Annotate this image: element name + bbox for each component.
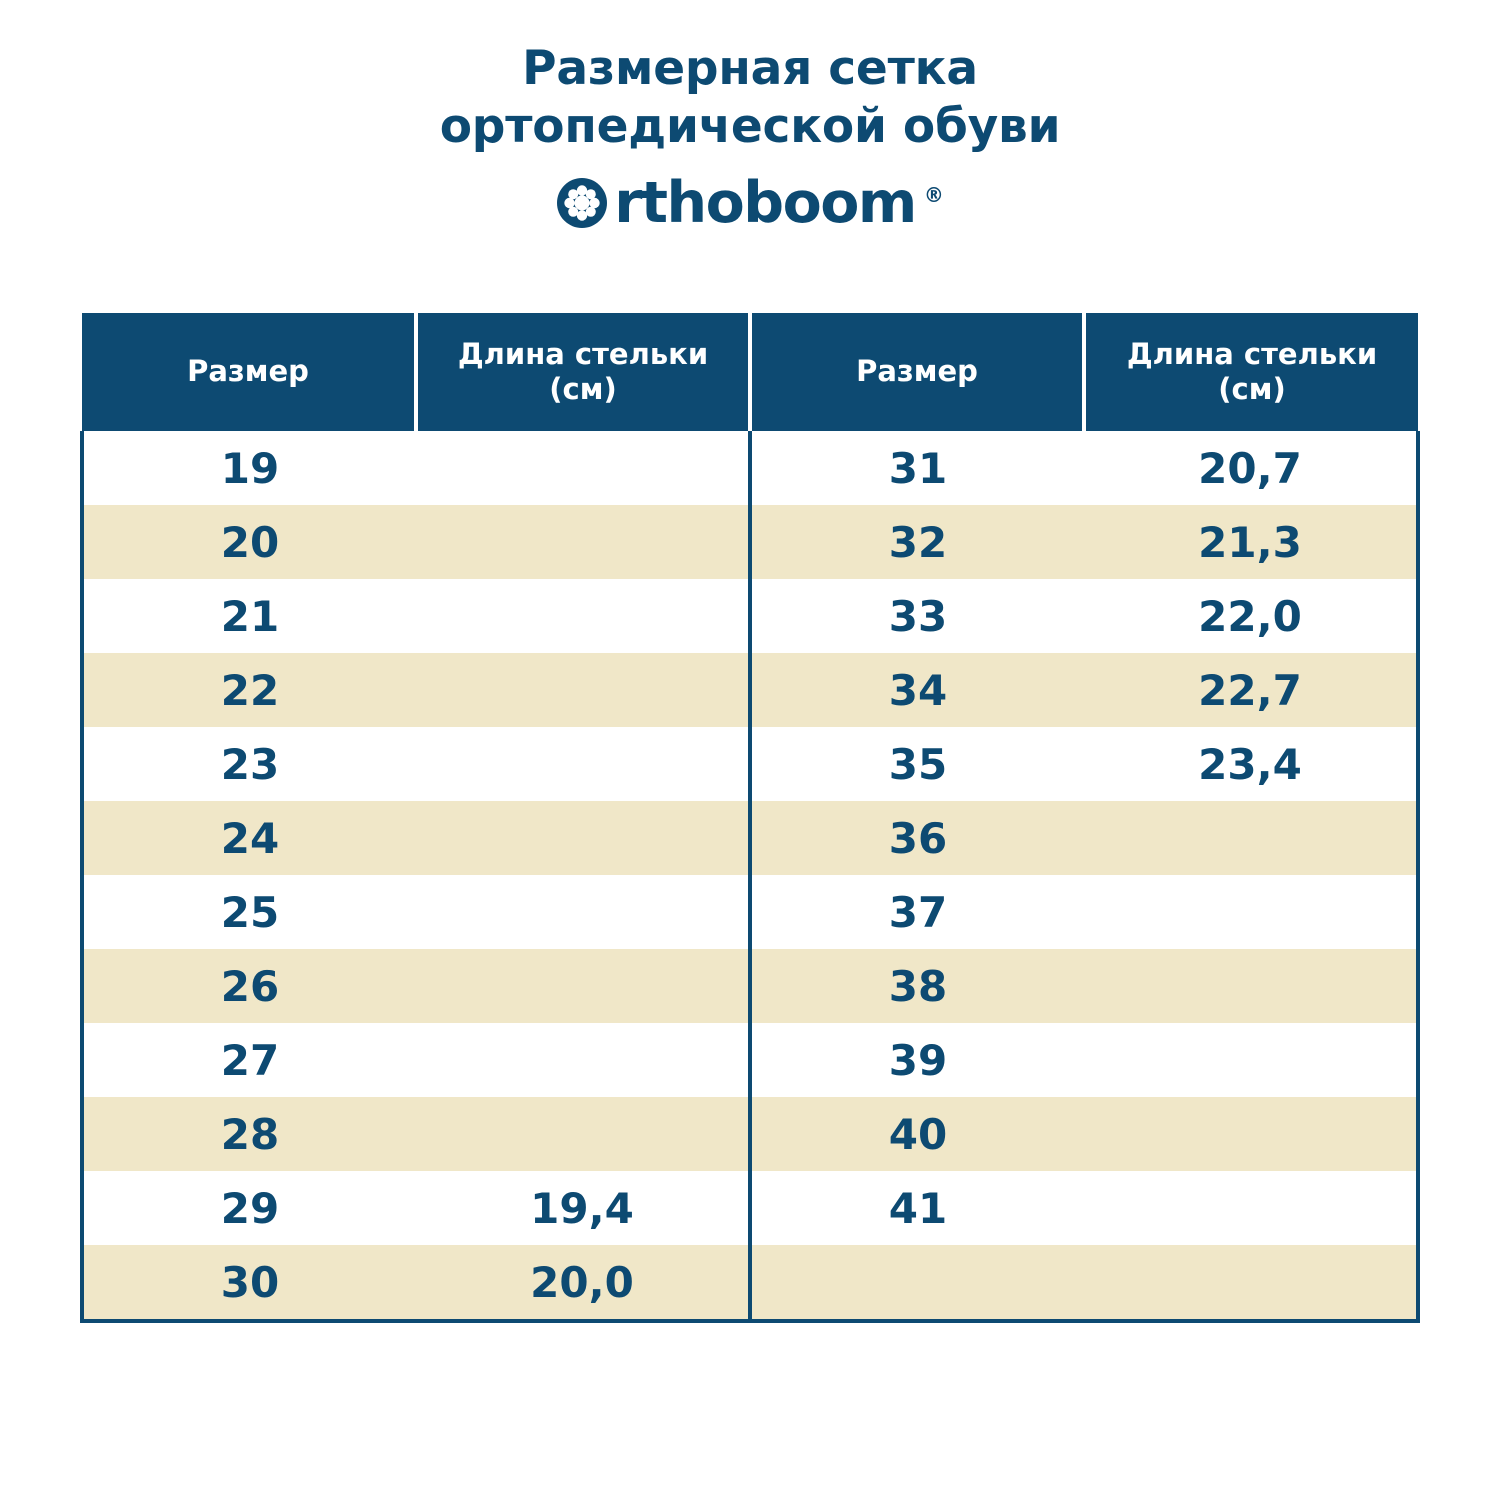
table-row (82, 801, 1418, 875)
cell-size-left: 19 (82, 431, 416, 505)
registered-trademark-icon: ® (923, 182, 944, 207)
cell-size-right: 40 (750, 1097, 1084, 1171)
cell-insole-right (1084, 1245, 1418, 1321)
cell-size-left: 20 (82, 505, 416, 579)
cell-insole-right (1084, 949, 1418, 1023)
cell-size-right: 34 (750, 653, 1084, 727)
cell-insole-right (1084, 875, 1418, 949)
page-header (0, 0, 1500, 236)
cell-insole-left (416, 1097, 750, 1171)
cell-size-right: 31 (750, 431, 1084, 505)
table-row (82, 875, 1418, 949)
cell-insole-left (416, 949, 750, 1023)
page-title-line-1: Размерная сетка (522, 41, 978, 96)
cell-size-right: 36 (750, 801, 1084, 875)
cell-size-right: 39 (750, 1023, 1084, 1097)
cell-insole-left: 19,4 (416, 1171, 750, 1245)
table-row (82, 1245, 1418, 1321)
cell-size-right: 35 (750, 727, 1084, 801)
cell-size-right: 33 (750, 579, 1084, 653)
size-table-body (82, 431, 1418, 1321)
cell-insole-left (416, 875, 750, 949)
brand-logo (0, 169, 1500, 236)
column-header-insole-right: Длина стельки (см) (1084, 313, 1418, 431)
cell-insole-left (416, 801, 750, 875)
table-row (82, 579, 1418, 653)
size-table-container (80, 313, 1420, 1323)
table-row (82, 1023, 1418, 1097)
table-row (82, 653, 1418, 727)
cell-insole-left (416, 1023, 750, 1097)
cell-size-right: 37 (750, 875, 1084, 949)
table-row (82, 1097, 1418, 1171)
cell-size-left: 21 (82, 579, 416, 653)
cell-size-left: 22 (82, 653, 416, 727)
cell-size-left: 24 (82, 801, 416, 875)
column-header-size-right: Размер (750, 313, 1084, 431)
cell-insole-right: 23,4 (1084, 727, 1418, 801)
size-table-head (82, 313, 1418, 431)
cell-size-left: 28 (82, 1097, 416, 1171)
table-row (82, 727, 1418, 801)
table-row (82, 505, 1418, 579)
table-row (82, 431, 1418, 505)
cell-insole-right (1084, 801, 1418, 875)
cell-insole-right: 22,0 (1084, 579, 1418, 653)
cell-size-left: 26 (82, 949, 416, 1023)
cell-insole-left (416, 653, 750, 727)
cell-size-right (750, 1245, 1084, 1321)
cell-size-left: 27 (82, 1023, 416, 1097)
cell-size-right: 41 (750, 1171, 1084, 1245)
cell-insole-left: 20,0 (416, 1245, 750, 1321)
flower-o-icon (556, 177, 608, 229)
cell-insole-right: 21,3 (1084, 505, 1418, 579)
cell-insole-right (1084, 1023, 1418, 1097)
cell-insole-left (416, 727, 750, 801)
cell-size-left: 29 (82, 1171, 416, 1245)
cell-size-left: 30 (82, 1245, 416, 1321)
page-title-line-2: ортопедической обуви (439, 99, 1061, 155)
cell-insole-right: 22,7 (1084, 653, 1418, 727)
brand-name: rthoboom (614, 169, 916, 236)
cell-size-right: 32 (750, 505, 1084, 579)
table-row (82, 1171, 1418, 1245)
cell-insole-right (1084, 1097, 1418, 1171)
cell-insole-left (416, 431, 750, 505)
cell-insole-right (1084, 1171, 1418, 1245)
cell-size-right: 38 (750, 949, 1084, 1023)
cell-size-left: 25 (82, 875, 416, 949)
size-table (80, 313, 1420, 1323)
table-row (82, 949, 1418, 1023)
size-table-header-row (82, 313, 1418, 431)
column-header-size-left: Размер (82, 313, 416, 431)
cell-size-left: 23 (82, 727, 416, 801)
cell-insole-right: 20,7 (1084, 431, 1418, 505)
cell-insole-left (416, 579, 750, 653)
column-header-insole-left: Длина стельки (см) (416, 313, 750, 431)
cell-insole-left (416, 505, 750, 579)
